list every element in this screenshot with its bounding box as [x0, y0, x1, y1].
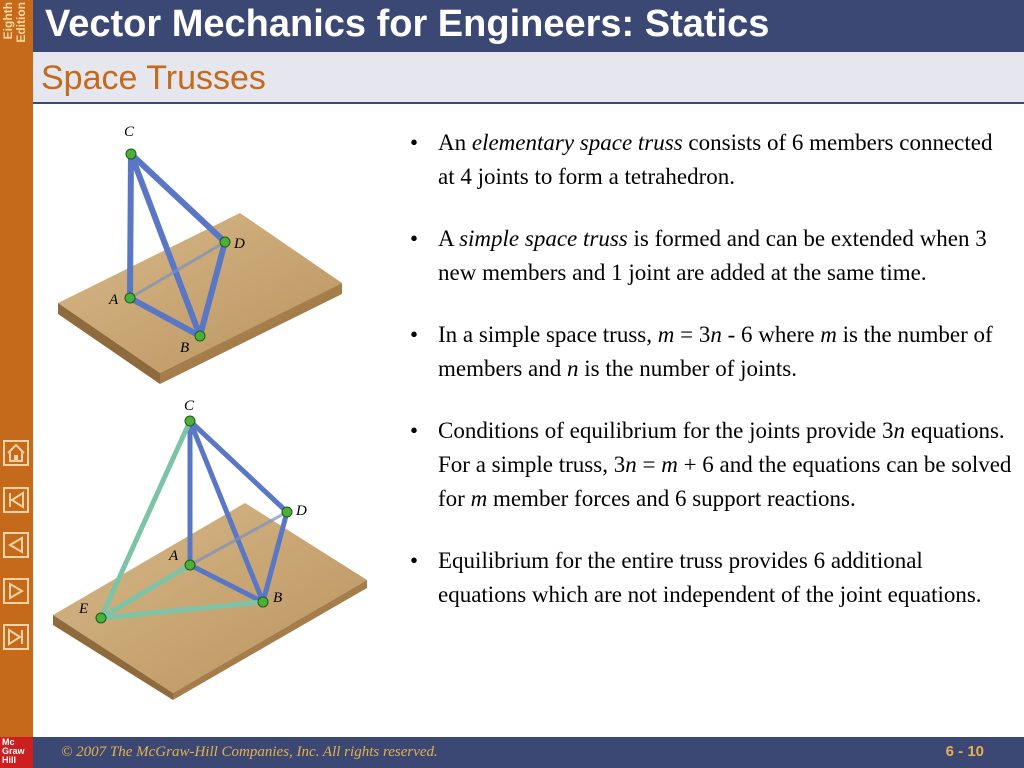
joint-label-d: D: [296, 503, 307, 519]
slide-title-bar: [33, 52, 1024, 104]
bullet-text-run: n: [625, 452, 637, 477]
slide-title: Space Trusses: [41, 59, 266, 97]
bullet-item: [408, 544, 1013, 612]
simple-truss-figure: [45, 395, 375, 700]
page-number: 6 - 10: [945, 743, 984, 760]
course-title: Vector Mechanics for Engineers: Statics: [45, 3, 770, 45]
bullet-text-run: n: [567, 356, 579, 381]
bullet-text-run: m: [657, 322, 675, 347]
joint-label-b: B: [273, 590, 283, 606]
bullet-marker: •: [410, 548, 419, 573]
left-rail: [0, 0, 33, 768]
bullet-text-run: In a simple space truss,: [438, 322, 658, 347]
bullet-item: [408, 126, 1013, 194]
bullet-text-run: - 6 where: [721, 322, 821, 347]
header-bar: [33, 0, 1024, 52]
bullet-text-run: Equilibrium for the entire truss provides 6 additional equations which are not independent of the joint equations.: [438, 548, 982, 607]
joint-label-a: A: [169, 548, 179, 564]
bullet-text-run: m: [661, 452, 678, 477]
next-slide-icon[interactable]: [3, 578, 29, 604]
bullet-text-run: consists of 6 members connected at 4 joints to form a tetrahedron.: [438, 130, 993, 189]
bullet-text-run: equations. For a simple truss, 3: [438, 418, 1005, 477]
joint-label-d: D: [234, 236, 245, 252]
edition-word-2: Edition: [14, 2, 28, 43]
home-icon[interactable]: [3, 440, 29, 466]
bullet-text-run: A: [438, 226, 460, 251]
bullet-text-run: n: [893, 418, 905, 443]
bullet-text-run: is the number of joints.: [578, 356, 797, 381]
bullet-text-run: elementary space truss: [471, 130, 683, 155]
bullet-marker: •: [410, 226, 419, 251]
edition-word-1: Eighth: [1, 2, 15, 40]
first-slide-icon[interactable]: [3, 487, 29, 513]
bullet-item: [408, 318, 1013, 386]
footer-bar: [33, 737, 1024, 768]
bullet-text-run: n: [710, 322, 722, 347]
mcgraw-hill-logo: Mc Graw Hill: [0, 737, 33, 768]
bullet-text-run: An: [438, 130, 472, 155]
base-plate: [58, 213, 342, 373]
joint-label-c: C: [124, 124, 135, 140]
last-slide-icon[interactable]: [3, 624, 29, 650]
joint-label-e: E: [79, 601, 89, 617]
bullet-item: [408, 414, 1013, 516]
bullet-item: [408, 222, 1013, 290]
bullet-marker: •: [410, 418, 419, 443]
bullet-text-run: =: [636, 452, 662, 477]
joint-label-b: B: [180, 340, 190, 356]
bullet-text-run: is the number of members and: [438, 322, 993, 381]
bullet-text-run: + 6 and the equations can be solved for: [438, 452, 1012, 511]
copyright-text: © 2007 The McGraw-Hill Companies, Inc. All rights reserved.: [61, 744, 438, 760]
bullet-text-run: m: [820, 322, 837, 347]
base-plate: [53, 503, 367, 693]
bullet-marker: •: [410, 130, 419, 155]
joint-label-a: A: [109, 292, 119, 308]
edition-label: [1, 2, 31, 62]
bullet-text-run: is formed and can be extended when 3 new members and 1 joint are added at the same time.: [438, 226, 987, 285]
bullet-text-run: m: [470, 486, 488, 511]
bullet-text-run: simple space truss: [459, 226, 628, 251]
joint-label-c: C: [184, 398, 195, 414]
previous-slide-icon[interactable]: [3, 532, 29, 558]
bullet-list: [408, 126, 1013, 640]
bullet-text-run: Conditions of equilibrium for the joints provide 3: [438, 418, 894, 443]
elementary-truss-figure: [50, 118, 360, 393]
bullet-text-run: member forces and 6 support reactions.: [487, 486, 856, 511]
bullet-marker: •: [410, 322, 419, 347]
bullet-text-run: = 3: [674, 322, 711, 347]
